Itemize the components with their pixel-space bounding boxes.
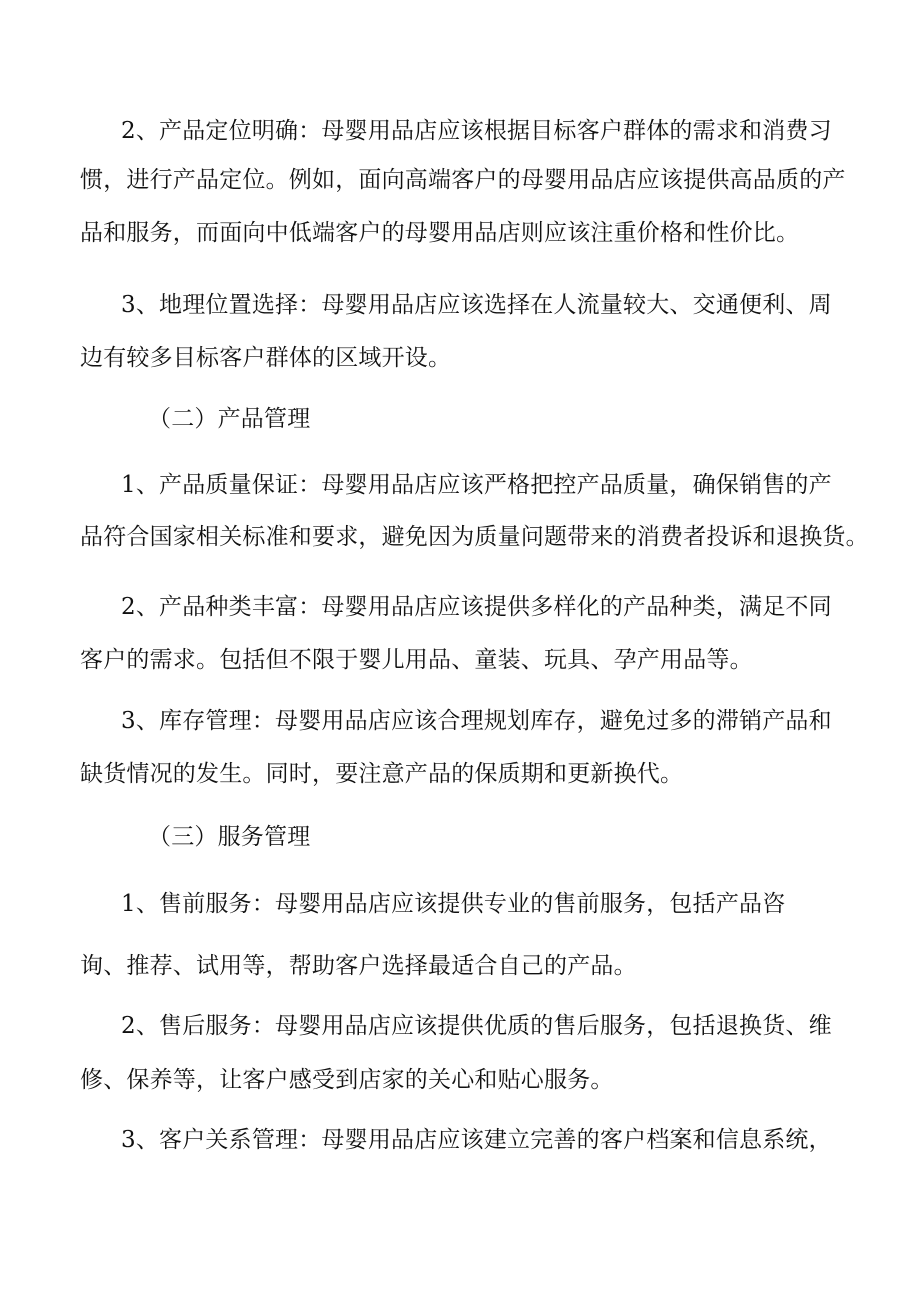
paragraph-line: 2、产品定位明确：母婴用品店应该根据目标客户群体的需求和消费习 xyxy=(121,118,832,144)
paragraph-line: 缺货情况的发生。同时，要注意产品的保质期和更新换代。 xyxy=(80,761,684,787)
paragraph-line: 品和服务，而面向中低端客户的母婴用品店则应该注重价格和性价比。 xyxy=(80,220,800,246)
paragraph-line: 惯，进行产品定位。例如，面向高端客户的母婴用品店应该提供高品质的产 xyxy=(80,167,846,193)
section-heading: （三）服务管理 xyxy=(148,824,311,850)
section-heading: （二）产品管理 xyxy=(148,406,311,432)
paragraph-line: 3、地理位置选择：母婴用品店应该选择在人流量较大、交通便利、周 xyxy=(121,292,832,318)
paragraph-line: 1、产品质量保证：母婴用品店应该严格把控产品质量，确保销售的产 xyxy=(121,472,832,498)
paragraph-line: 3、客户关系管理：母婴用品店应该建立完善的客户档案和信息系统， xyxy=(121,1127,832,1153)
paragraph-line: 客户的需求。包括但不限于婴儿用品、童装、玩具、孕产用品等。 xyxy=(80,647,753,673)
paragraph-line: 询、推荐、试用等，帮助客户选择最适合自己的产品。 xyxy=(80,953,637,979)
paragraph-line: 边有较多目标客户群体的区域开设。 xyxy=(80,345,452,371)
paragraph-line: 1、售前服务：母婴用品店应该提供专业的售前服务，包括产品咨 xyxy=(121,891,786,917)
paragraph-line: 2、产品种类丰富：母婴用品店应该提供多样化的产品种类，满足不同 xyxy=(121,594,832,620)
paragraph-line: 2、售后服务：母婴用品店应该提供优质的售后服务，包括退换货、维 xyxy=(121,1013,832,1039)
paragraph-line: 品符合国家相关标准和要求，避免因为质量问题带来的消费者投诉和退换货。 xyxy=(80,524,869,550)
paragraph-line: 3、库存管理：母婴用品店应该合理规划库存，避免过多的滞销产品和 xyxy=(121,708,832,734)
paragraph-line: 修、保养等，让客户感受到店家的关心和贴心服务。 xyxy=(80,1067,614,1093)
